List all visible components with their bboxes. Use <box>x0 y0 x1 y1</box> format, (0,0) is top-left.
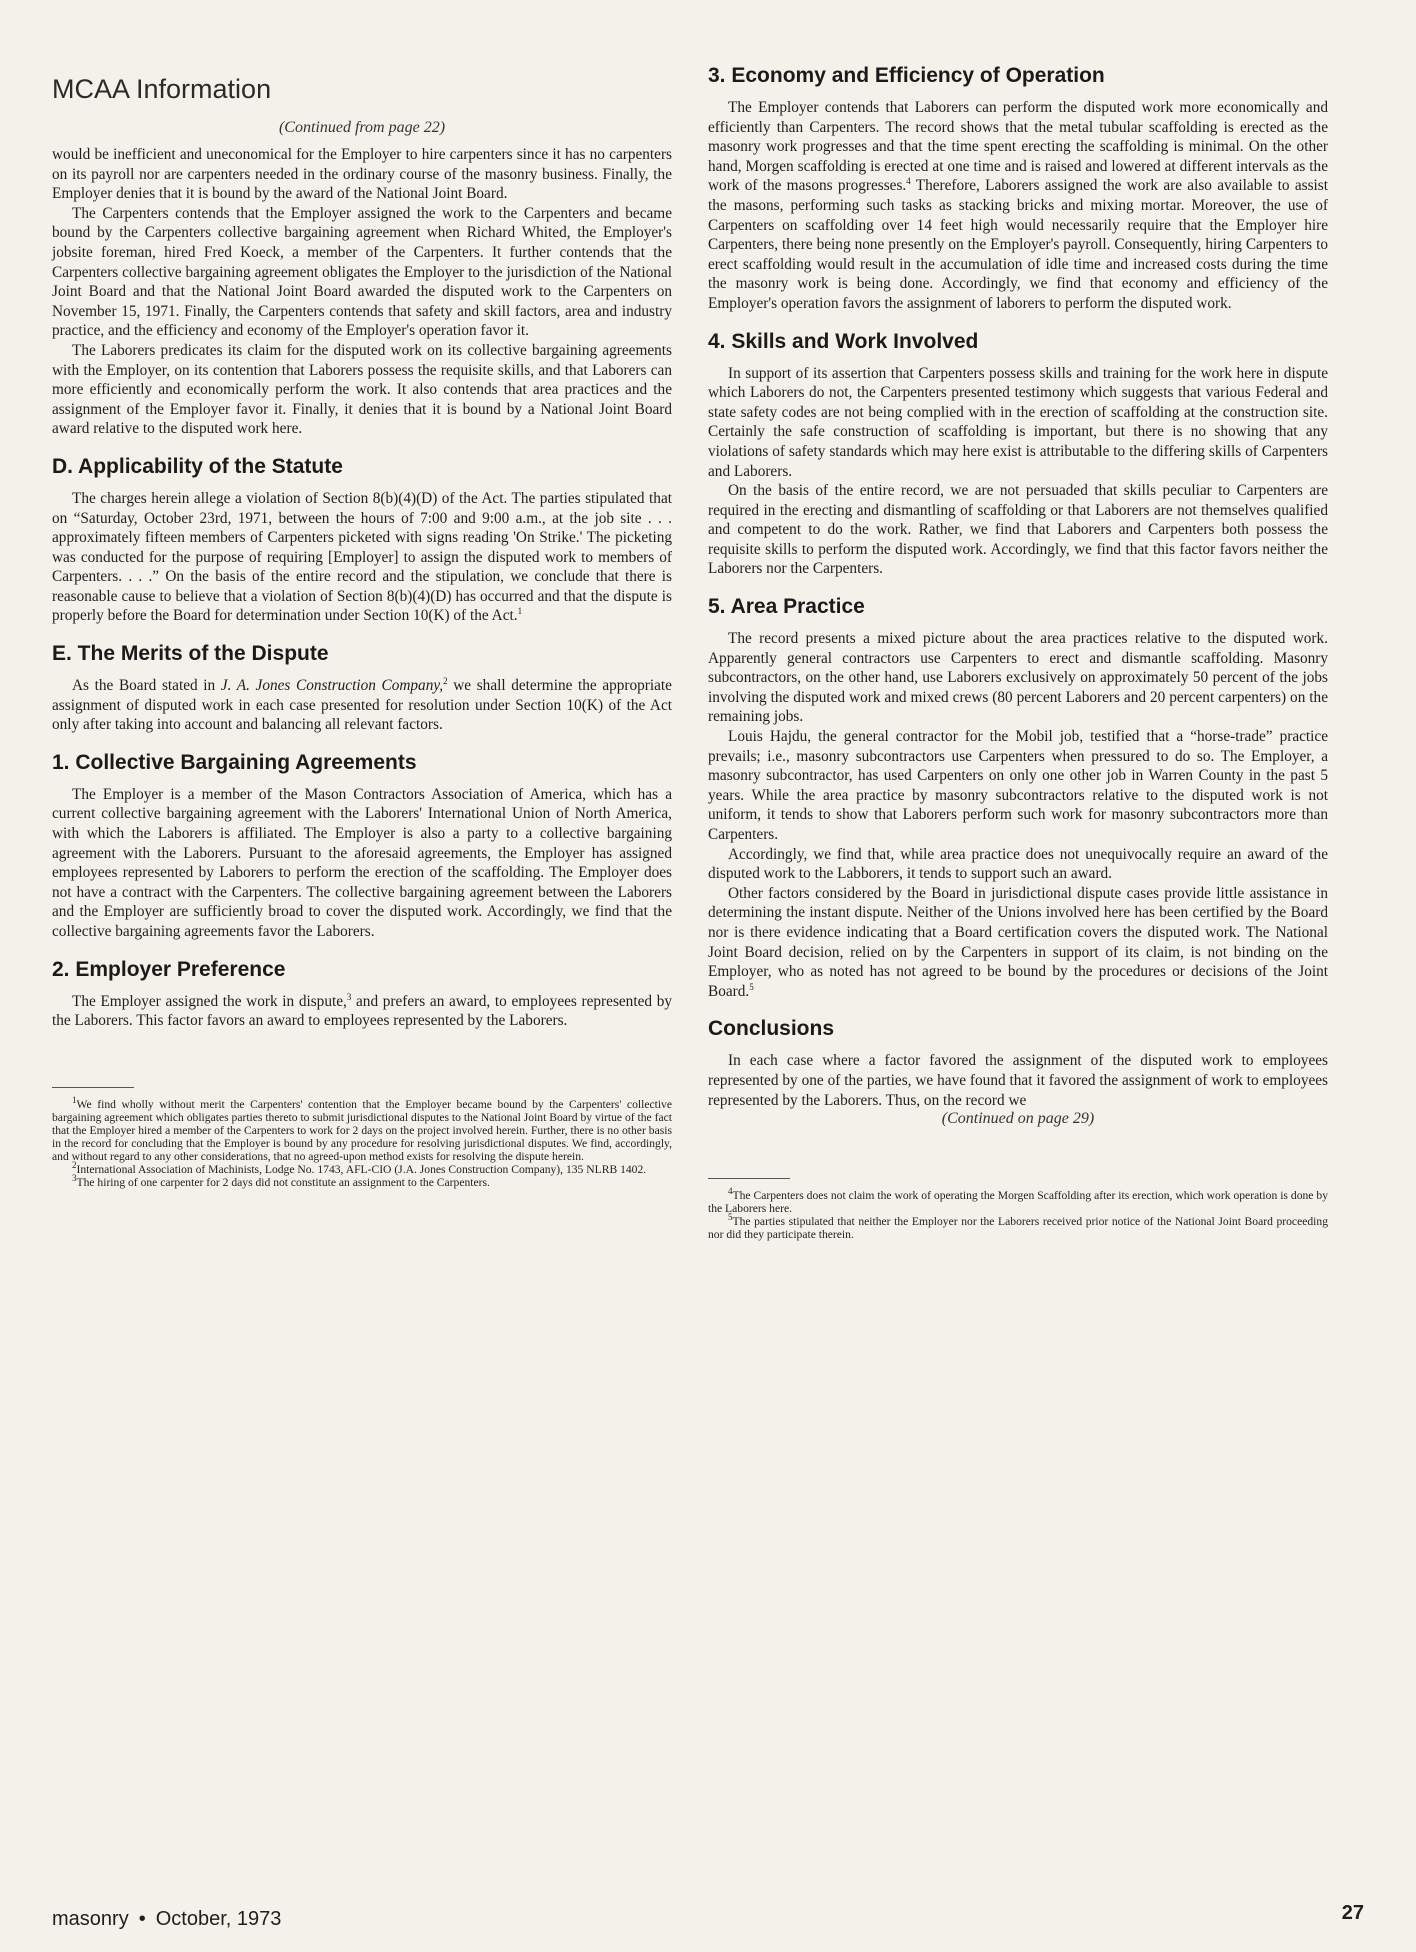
page-number: 27 <box>1341 1902 1364 1924</box>
footnote-1: $^1$We find wholly without merit the Carpenters' contention that the Employer became bound by the Carpenters' collective bargaining agreement which obligates parties thereto to submit jurisdictional disputes to the National Joint Board by virtue of the fact that the Employer hired a member of the Carpenters to work for 2 days on the project involved herein. Further, there is no other basis in the record for concluding that the Employer is bound by any procedure for resolving jurisdictional disputes. We find, accordingly, and without regard to any other considerations, that no agreed-upon method exists for resolving the dispute herein. <box>52 1094 672 1163</box>
footnote-mark: 3 <box>346 991 352 1002</box>
left-column <box>52 60 672 1189</box>
paragraph: would be inefficient and uneconomical for the Employer to hire carpenters since it has no carpenters on its payroll nor are carpenters needed in the ordinary course of the masonry business. Finally, the Employer denies that it is bound by the award of the National Joint Board. <box>52 146 672 203</box>
publication-name: masonry <box>52 1908 129 1930</box>
heading-skills: 4. Skills and Work Involved <box>708 329 979 353</box>
paragraph: The record presents a mixed picture about the area practices relative to the disputed work. Apparently general contractors use Carpenters to erect and dismantle scaffolding. Masonry subcontractors, on the other hand, use Laborers exclusively on approximately 50 percent of the jobs involving the disputed work and mixed crews (80 percent Laborers and 20 percent carpenters) on the remaining jobs. <box>708 630 1328 726</box>
paragraph: The Laborers predicates its claim for the disputed work on its collective bargaining agreements with the Employer, on its contention that Laborers possess the requisite skills, and that Laborers can more efficiently and economically perform the work. It also contends that area practices and the assignment of the Employer favor it. Finally, it denies that it is bound by a National Joint Board award relative to the disputed work here. <box>52 341 672 438</box>
paragraph: Louis Hajdu, the general contractor for the Mobil job, testified that a “horse-trade” practice prevails; i.e., masonry subcontractors use Carpenters when pressured to do so. The Employer, a masonry subcontractor, has used Carpenters on only one other job in Warren County in the past 5 years. While the area practice by masonry subcontractors relative to the disputed work is not uniform, it tends to show that Laborers perform such work for masonry subcontractors more than Carpenters. <box>708 728 1328 843</box>
bullet-separator: • <box>138 1908 146 1930</box>
footnote-divider <box>708 1178 790 1179</box>
footnote-mark: 4 <box>906 176 911 187</box>
footnote-divider <box>52 1087 134 1088</box>
issue-date: October, 1973 <box>155 1908 282 1930</box>
heading-collective-bargaining: 1. Collective Bargaining Agreements <box>52 750 417 774</box>
footnote-4: $^4$The Carpenters does not claim the work of operating the Morgen Scaffolding after its erection, which work operation is done by the Laborers here. <box>708 1186 1328 1216</box>
footnote-mark: 2 <box>443 675 448 686</box>
footnote-mark: 5 <box>749 981 754 992</box>
paragraph: Accordingly, we find that, while area practice does not unequivocally require an award of the disputed work to the Labborers, it tends to support such an award. <box>708 845 1328 883</box>
footnote-mark: 1 <box>517 606 523 617</box>
paragraph: The Employer contends that Laborers can perform the disputed work more economically and efficiently than Carpenters. The record shows that the metal tubular scaffolding is erected as the masonry work progresses and that the time spent erecting the scaffolding is minimal. On the other hand, Morgen scaffolding is erected at one time and is raised and lowered at different intervals as the work of the masons progresses.$^4$ Therefore, Laborers assigned the work are also available to assist the masons, performing such tasks as stacking bricks and mixing mortar. Moreover, the use of Carpenters on scaffolding over 14 feet high would necessarily require that the Employer hire Carpenters, there being none presently on the Employer's payroll. Consequently, hiring Carpenters to erect scaffolding would result in the accumulation of idle time and increased costs during the time the masonry work is being done. Accordingly, we find that economy and efficiency of the Employer's operation favors the assignment of laborers to perform the disputed work. <box>708 99 1328 312</box>
page-footer <box>52 1902 1364 1952</box>
heading-conclusions: Conclusions <box>708 1017 835 1041</box>
heading-area-practice: 5. Area Practice <box>708 595 865 619</box>
case-citation: J. A. Jones Construction Company, <box>220 677 444 695</box>
paragraph: On the basis of the entire record, we are not persuaded that skills peculiar to Carpenters are required in the erecting and dismantling of scaffolding or that Laborers are not themselves qualified and competent to do the work. Rather, we find that Laborers and Carpenters both possess the requisite skills to perform the disputed work. Accordingly, we find that this factor favors neither the Laborers nor the Carpenters. <box>708 482 1328 578</box>
paragraph: As the Board stated in J. A. Jones Construction Company,$^2$ we shall determine the appropriate assignment of disputed work in each case presented for resolution under Section 10(K) of the Act only after taking into account and balancing all relevant factors. <box>52 675 672 734</box>
paragraph: The charges herein allege a violation of Section 8(b)(4)(D) of the Act. The parties stipulated that on “Saturday, October 23rd, 1971, between the hours of 7:00 and 9:00 a.m., at the job site . . . approximately fifteen members of Carpenters picketed with signs reading 'On Strike.' The picketing was conducted for the purpose of requiring [Employer] to assign the disputed work to members of Carpenters. . . .” On the basis of the entire record and the stipulation, we conclude that there is reasonable cause to believe that a violation of Section 8(b)(4)(D) has occurred and that the dispute is properly before the Board for determination under Section 10(K) of the Act.$^1$ <box>52 489 672 625</box>
right-column <box>708 60 1328 1241</box>
paragraph: The Employer is a member of the Mason Contractors Association of America, which has a current collective bargaining agreement with the Laborers' International Union of North America, with which the Laborers is affiliated. The Employer is also a party to a collective bargaining agreement with the Laborers. Pursuant to the aforesaid agreements, the Employer has assigned employees represented by Laborers to perform the erection of the scaffolding. The Employer does not have a contract with the Carpenters. The collective bargaining agreement between the Laborers and the Employer are sufficiently broad to cover the disputed work. Accordingly, we find that the collective bargaining agreements favor the Laborers. <box>52 785 672 940</box>
paragraph: Other factors considered by the Board in jurisdictional dispute cases provide little assistance in determining the instant dispute. Neither of the Unions involved here has been certified by the Board nor is there evidence indicating that a Board certification covers the disputed work. The National Joint Board decision, relied on by the Carpenters in support of its claim, is not binding on the Employer, who as noted has not agreed to be bound by the procedures or decisions of the Joint Board.$^5$ <box>708 884 1328 1000</box>
footnote-5: $^5$The parties stipulated that neither the Employer nor the Laborers received prior notice of the National Joint Board proceeding nor did they participate therein. <box>708 1212 1328 1242</box>
footnote-3: $^3$The hiring of one carpenter for 2 days did not constitute an assignment to the Carpenters. <box>72 1172 490 1189</box>
paragraph: The Carpenters contends that the Employer assigned the work to the Carpenters and became bound by the Carpenters collective bargaining agreement when Richard Whited, the Employer's jobsite foreman, hired Fred Koeck, a member of the Carpenters. It further contends that the Carpenters collective bargaining agreement obligates the Employer to the jurisdiction of the National Joint Board and that the National Joint Board awarded the disputed work to the Carpenters on November 15, 1971. Finally, the Carpenters contends that safety and skill factors, area and industry practice, and the efficiency and economy of the Employer's operation favor it. <box>52 204 672 340</box>
footnote-2: $^2$International Association of Machinists, Lodge No. 1743, AFL-CIO (J.A. Jones Construction Company), 135 NLRB 1402. <box>72 1159 647 1176</box>
heading-applicability: D. Applicability of the Statute <box>52 454 343 478</box>
heading-employer-preference: 2. Employer Preference <box>52 957 286 981</box>
heading-economy: 3. Economy and Efficiency of Operation <box>708 64 1105 87</box>
section-title: MCAA Information <box>52 74 272 104</box>
continued-on: (Continued on page 29) <box>941 1110 1095 1128</box>
paragraph: In support of its assertion that Carpenters possess skills and training for the work here in dispute which Laborers do not, the Carpenters presented testimony which suggests that various Federal and state safety codes are not being complied with in the erection of scaffolding at the construction site. Certainly the safe construction of scaffolding is important, but there is no showing that any violations of safety standards which may here exist is attributable to the differing skills of Carpenters and Laborers. <box>708 364 1328 480</box>
heading-merits: E. The Merits of the Dispute <box>52 642 329 666</box>
continued-from: (Continued from page 22) <box>278 119 446 136</box>
paragraph: In each case where a factor favored the assignment of the disputed work to employees represented by one of the parties, we have found that it favored the assignment of work to employees represented by the Laborers. Thus, on the record we <box>708 1052 1328 1109</box>
footer-publication <box>52 1908 281 1931</box>
paragraph: The Employer assigned the work in dispute,$^3$ and prefers an award, to employees represented by the Laborers. This factor favors an award to employees represented by the Laborers. <box>52 991 672 1030</box>
